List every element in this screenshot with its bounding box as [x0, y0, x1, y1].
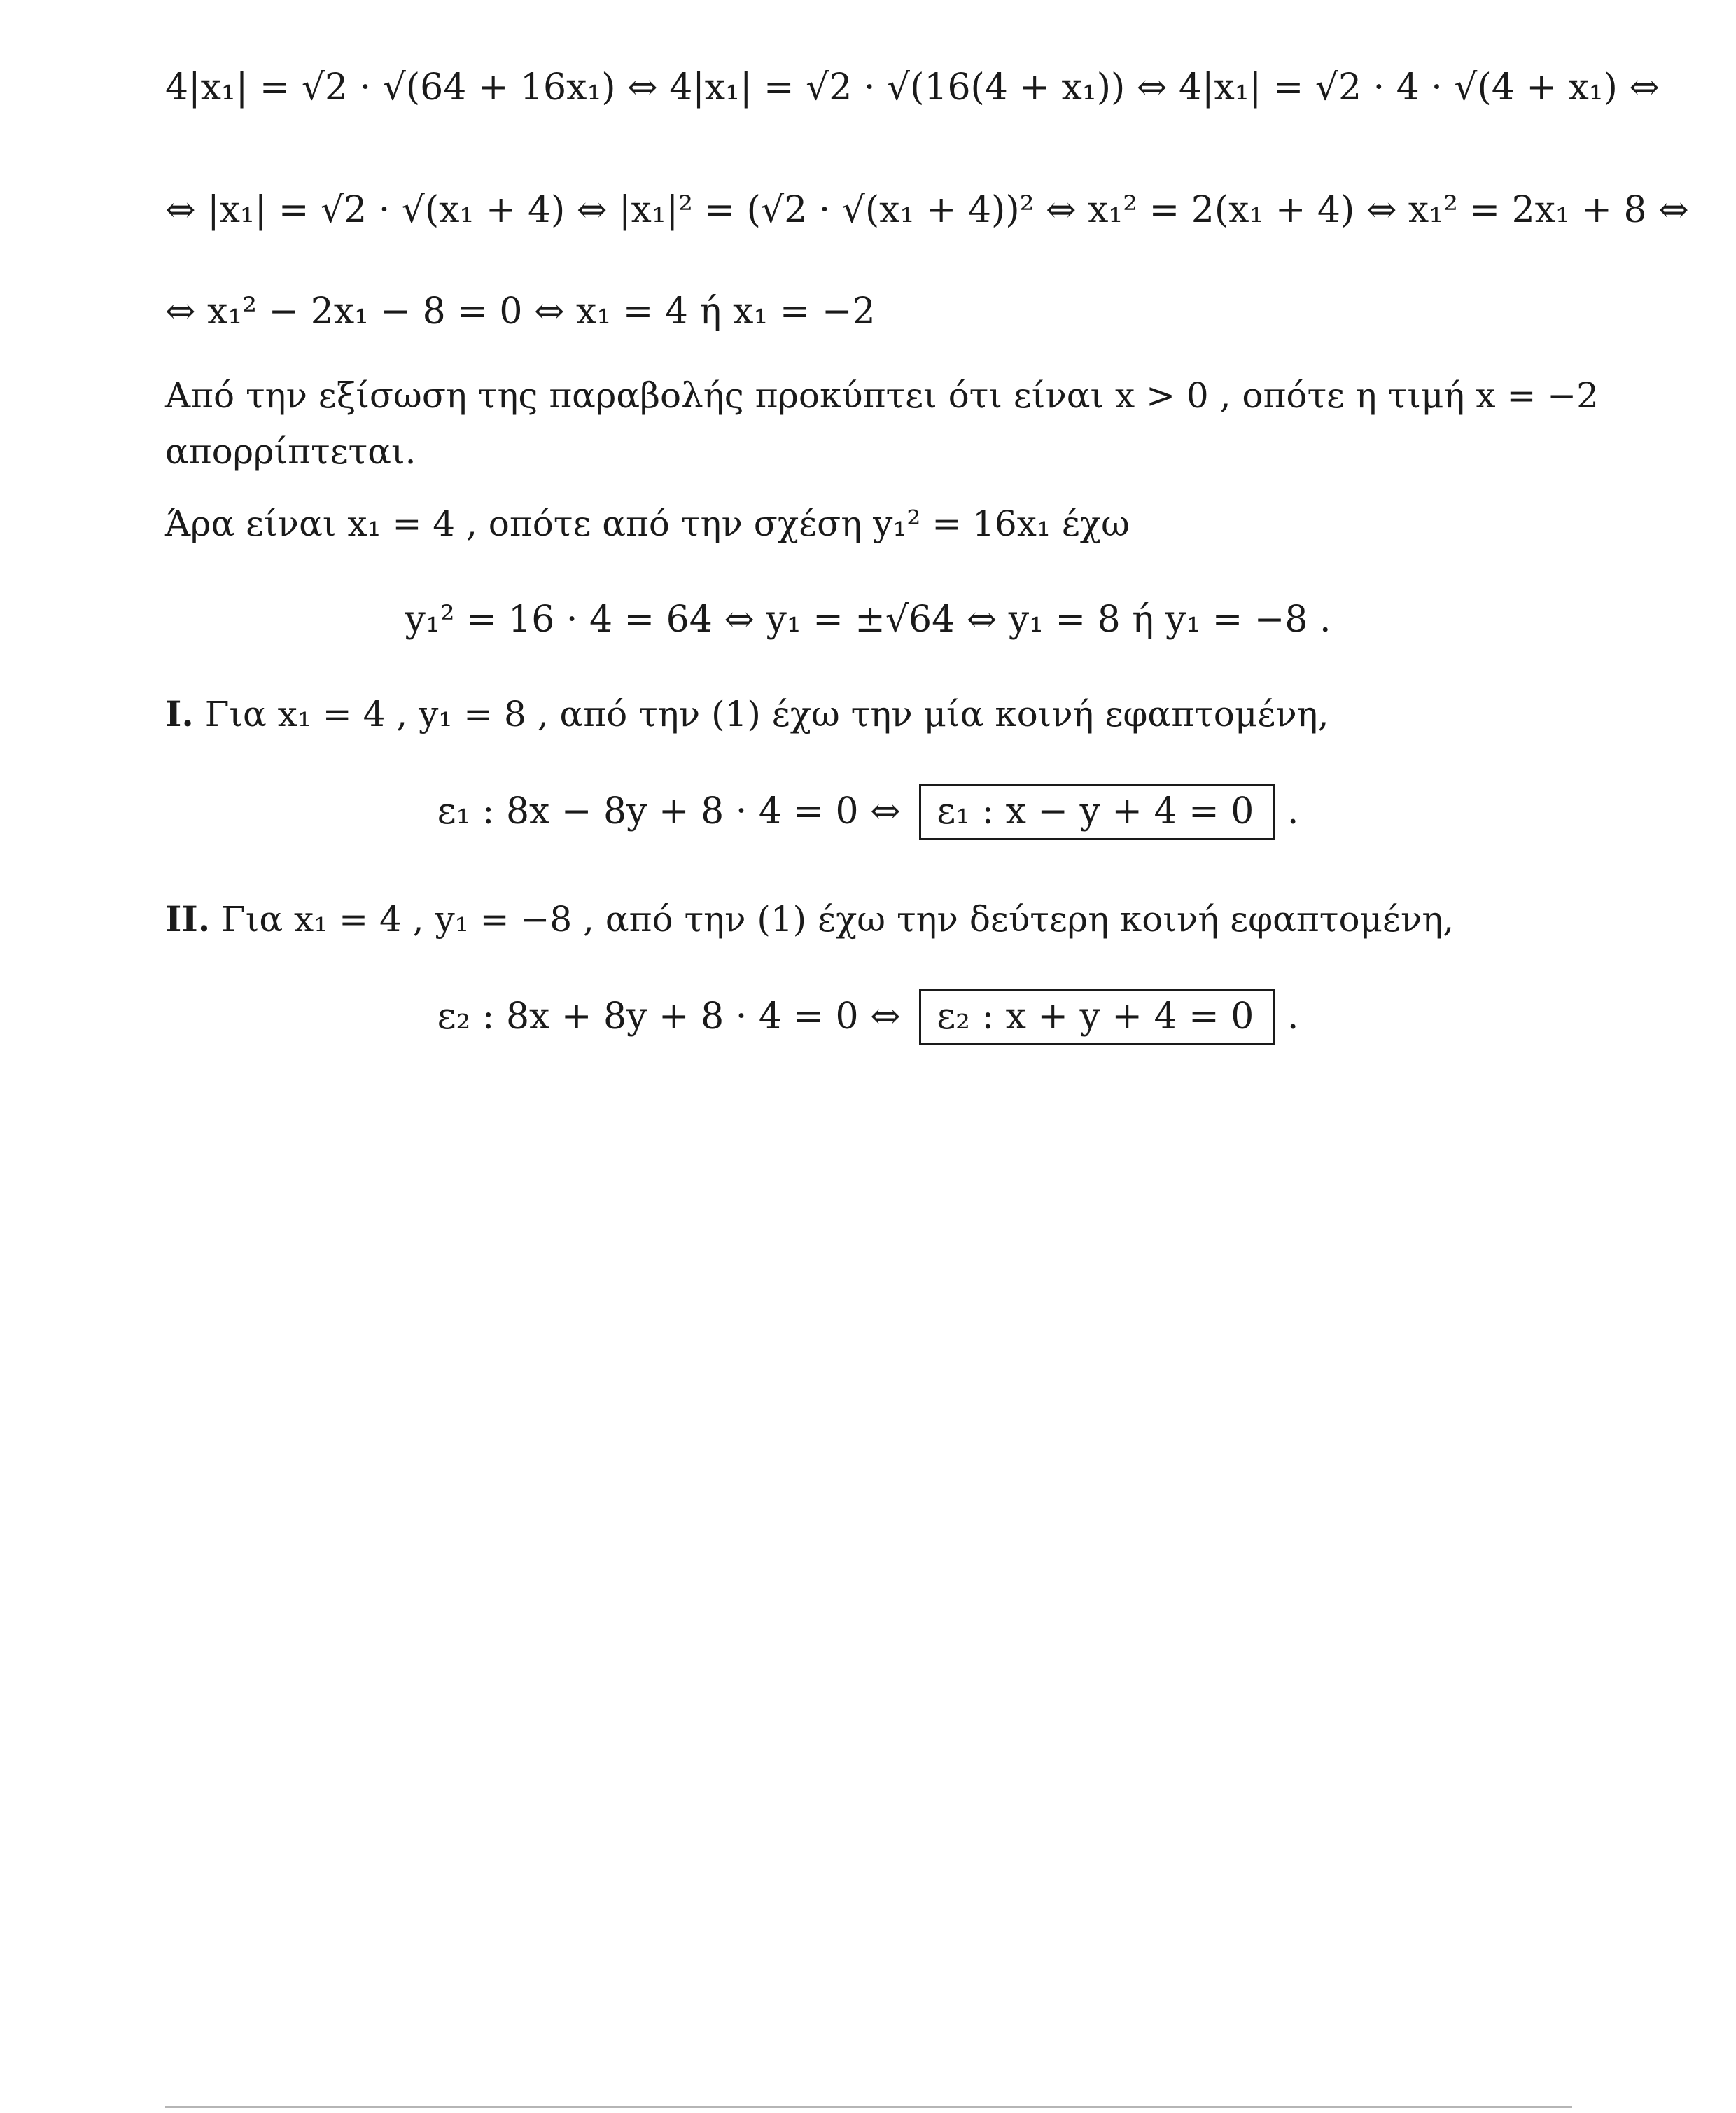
case-2-end-mark: .: [1287, 996, 1299, 1038]
case-1-end-mark: .: [1287, 790, 1299, 832]
case-2-equation-row: [0, 989, 1736, 1045]
equation-line-2: ⇔ |x₁| = √2 · √(x₁ + 4) ⇔ |x₁|² = (√2 · √(x₁ + 4))² ⇔ x₁² = 2(x₁ + 4) ⇔ x₁² = 2x₁ + 8 ⇔: [165, 189, 1689, 231]
case-1-equation: ε₁ : 8x − 8y + 8 · 4 = 0 ⇔: [437, 790, 901, 832]
case-1-equation-row: [0, 784, 1736, 840]
case-1-text: Για x₁ = 4 , y₁ = 8 , από την (1) έχω την μία κοινή εφαπτομένη,: [204, 694, 1329, 734]
paragraph-1-line-2: απορρίπτεται.: [165, 431, 416, 472]
case-2-boxed-result: ε₂ : x + y + 4 = 0: [919, 989, 1275, 1045]
footer-divider: [165, 2106, 1572, 2108]
case-1-label: I.: [165, 693, 194, 734]
case-2-label: II.: [165, 898, 211, 940]
equation-line-3: ⇔ x₁² − 2x₁ − 8 = 0 ⇔ x₁ = 4 ή x₁ = −2: [165, 291, 876, 333]
case-1-intro: [165, 693, 1329, 735]
case-2-intro: [165, 898, 1454, 940]
paragraph-1-line-1: Από την εξίσωση της παραβολής προκύπτει ότι είναι x > 0 , οπότε η τιμή x = −2: [165, 375, 1599, 416]
case-2-equation: ε₂ : 8x + 8y + 8 · 4 = 0 ⇔: [437, 996, 901, 1038]
equation-line-4: y₁² = 16 · 4 = 64 ⇔ y₁ = ±√64 ⇔ y₁ = 8 ή y₁ = −8 .: [405, 599, 1331, 641]
equation-line-1: 4|x₁| = √2 · √(64 + 16x₁) ⇔ 4|x₁| = √2 · √(16(4 + x₁)) ⇔ 4|x₁| = √2 · 4 · √(4 + x₁) ⇔: [165, 67, 1660, 109]
case-1-boxed-result: ε₁ : x − y + 4 = 0: [919, 784, 1275, 840]
case-2-text: Για x₁ = 4 , y₁ = −8 , από την (1) έχω την δεύτερη κοινή εφαπτομένη,: [221, 899, 1455, 940]
paragraph-2: Άρα είναι x₁ = 4 , οπότε από την σχέση y₁² = 16x₁ έχω: [165, 503, 1130, 544]
